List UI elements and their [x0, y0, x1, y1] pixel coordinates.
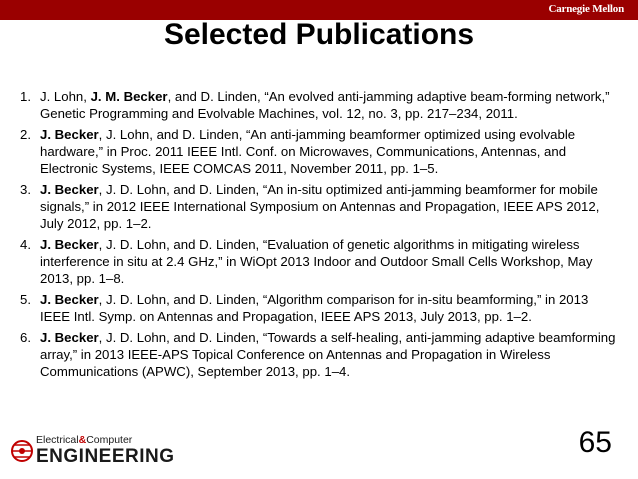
page-number: 65	[578, 426, 612, 459]
citation-rest: , J. D. Lohn, and D. Linden, “Towards a self-healing, anti-jamming adaptive beamforming array,” in 2013 IEEE-APS Topical Conference on Antennas and Propagation in Wireless Communications (APWC), September 2013, pp. 1–4.	[40, 330, 616, 379]
publication-citation	[40, 88, 620, 122]
citation-highlighted-author: J. M. Becker	[90, 89, 168, 104]
publication-item	[20, 181, 620, 232]
header-bar	[0, 0, 638, 20]
citation-highlighted-author: J. Becker	[40, 127, 99, 142]
citation-rest: , J. Lohn, and D. Linden, “An anti-jamming beamformer optimized using evolvable hardware,” in Proc. 2011 IEEE Intl. Conf. on Microwaves, Communications, Antennas, and Electronic Systems, IEEE COMCAS 2011, November 2011, pp. 1–5.	[40, 127, 576, 176]
publication-item	[20, 88, 620, 122]
publication-number: 5.	[20, 292, 31, 307]
department-logo	[10, 433, 175, 469]
logo-word-computer: Computer	[86, 434, 133, 446]
logo-ampersand: &	[78, 434, 87, 446]
publication-citation	[40, 291, 620, 325]
publication-number: 6.	[20, 330, 31, 345]
publication-citation	[40, 126, 620, 177]
publication-item	[20, 329, 620, 380]
publication-number: 3.	[20, 182, 31, 197]
citation-rest: , J. D. Lohn, and D. Linden, “An in-situ optimized anti-jamming beamformer for mobile signals,” in 2012 IEEE International Symposium on Antennas and Propagation, IEEE APS 2012, July 2012, pp. 1–2.	[40, 182, 600, 231]
university-wordmark: Carnegie Mellon	[548, 3, 624, 15]
publication-number: 4.	[20, 237, 31, 252]
publication-citation	[40, 181, 620, 232]
citation-rest: , and D. Linden, “An evolved anti-jamming adaptive beam-forming network,” Genetic Programming and Evolvable Machines, vol. 12, no. 3, pp. 217–234, 2011.	[40, 89, 610, 121]
publication-item	[20, 291, 620, 325]
publication-citation	[40, 236, 620, 287]
publication-number: 2.	[20, 127, 31, 142]
logo-line1	[36, 434, 132, 446]
publication-number: 1.	[20, 89, 31, 104]
publication-citation	[40, 329, 620, 380]
citation-highlighted-author: J. Becker	[40, 237, 99, 252]
logo-line2: ENGINEERING	[36, 446, 175, 467]
citation-rest: , J. D. Lohn, and D. Linden, “Algorithm comparison for in-situ beamforming,” in 2013 IEEE Intl. Symp. on Antennas and Propagation, IEEE APS 2013, July 2013, pp. 1–2.	[40, 292, 589, 324]
citation-lead: J. Lohn,	[40, 89, 91, 104]
slide-title: Selected Publications	[163, 18, 475, 51]
citation-highlighted-author: J. Becker	[40, 330, 99, 345]
citation-highlighted-author: J. Becker	[40, 182, 99, 197]
publication-item	[20, 236, 620, 287]
circuit-icon	[10, 434, 34, 468]
citation-highlighted-author: J. Becker	[40, 292, 99, 307]
citation-rest: , J. D. Lohn, and D. Linden, “Evaluation of genetic algorithms in mitigating wireless interference in situ at 2.4 GHz,” in WiOpt 2013 Indoor and Outdoor Small Cells Workshop, May 2013, pp. 1–8.	[40, 237, 593, 286]
publication-list	[20, 88, 620, 384]
logo-word-electrical: Electrical	[36, 434, 79, 446]
publication-item	[20, 126, 620, 177]
